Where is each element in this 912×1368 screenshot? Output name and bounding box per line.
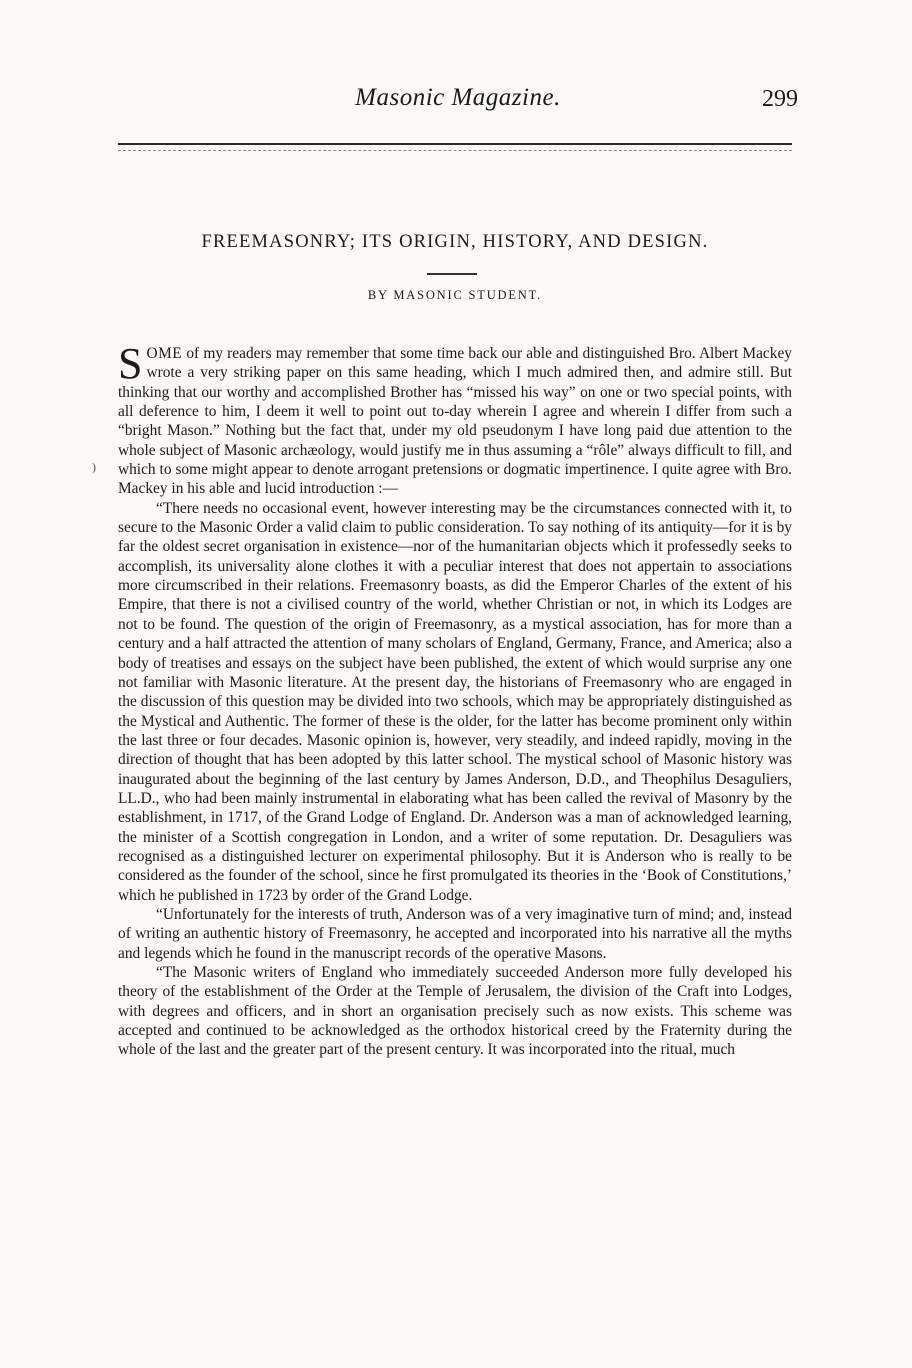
running-head	[118, 78, 798, 118]
paragraph: “The Masonic writers of England who immediately succeeded Anderson more fully developed his theory of the establishment of the Order at the Temple of Jerusalem, the division of the Craft into Lodges, with degrees and officers, and in short an organisation precisely such as now exists. This scheme was accepted and continued to be acknowledged as the orthodox historical creed by the Fraternity during the whole of the last and the greater part of the present century. It was incorporated into the ritual, much	[118, 964, 792, 1059]
margin-mark: )	[92, 460, 96, 474]
header-rule	[118, 143, 792, 145]
byline: BY MASONIC STUDENT.	[367, 288, 543, 302]
paragraph: “Unfortunately for the interests of truth, Anderson was of a very imaginative turn of mind; and, instead of writing an authentic history of Freemasonry, he accepted and incorporated into his narrative all the myths and legends which he found in the manuscript records of the operative Masons.	[118, 905, 792, 962]
page-number: 299	[762, 86, 798, 112]
article-body	[118, 339, 792, 1060]
drop-cap: S	[118, 339, 143, 388]
title-divider	[427, 273, 477, 275]
paragraph: “There needs no occasional event, however interesting may be the circumstances connected with it, to secure to the Masonic Order a valid claim to public consideration. To say nothing of its antiquity—for it is by far the oldest secret organisation in existence—nor of the humanitarian objects which it professedly seeks to accomplish, its universality alone clothes it with a peculiar interest that does not appertain to associations more circumscribed in their relations. Freemasonry boasts, as did the Emperor Charles of the extent of his Empire, that there is not a civilised country of the world, whether Christian or not, in which its Lodges are not to be found. The question of the origin of Freemasonry, as a mystical association, has for more than a century and a half attracted the attention of many scholars of England, Germany, France, and America; also a body of treatises and essays on the subject have been published, the extent of which would surprise any one not familiar with Masonic literature. At the present day, the historians of Freemasonry who are engaged in the discussion of this question may be divided into two schools, which may be appropriately distinguished as the Mystical and Authentic. The former of these is the older, for the latter has become prominent only within the last three or four decades. Masonic opinion is, however, very steadily, and indeed rapidly, moving in the direction of thought that has been adopted by this latter school. The mystical school of Masonic history was inaugurated about the beginning of the last century by James Anderson, D.D., and Theophilus Desaguliers, LL.D., who had been mainly instrumental in elaborating what has been called the revival of Masonry by the establishment, in 1717, of the Grand Lodge of England. Dr. Anderson was a man of acknowledged learning, the minister of a Scottish congregation in London, and a writer of some reputation. Dr. Desaguliers was recognised as a distinguished lecturer on experimental philosophy. But it is Anderson who is really to be considered as the founder of the school, since he first promulgated its theories in the ‘Book of Constitutions,’ which he published in 1723 by order of the Grand Lodge.	[118, 499, 792, 904]
header-rule-dotted	[118, 150, 792, 151]
article-title: FREEMASONRY; ITS ORIGIN, HISTORY, AND DESIGN.	[201, 232, 709, 252]
magazine-title: Masonic Magazine.	[355, 84, 561, 111]
paragraph-text: of my readers may remember that some time back our able and distinguished Bro. Albert Mackey wrote a very striking paper on this same heading, which I much admired then, and admire still. But thinking that our worthy and accomplished Brother has “missed his way” on one or two special points, with all deference to him, I deem it well to point out to-day wherein I agree and wherein I differ from such a “bright Mason.” Nothing but the fact that, under my old pseudonym I have long paid due attention to the whole subject of Masonic archæology, would justify me in thus assuming a “rôle” always difficult to fill, and which to some might appear to denote arrogant pretensions or dogmatic impertinence. I quite agree with Bro. Mackey in his able and lucid introduction :—	[118, 345, 792, 498]
lead-word: OME	[146, 345, 183, 362]
paragraph	[118, 339, 792, 499]
